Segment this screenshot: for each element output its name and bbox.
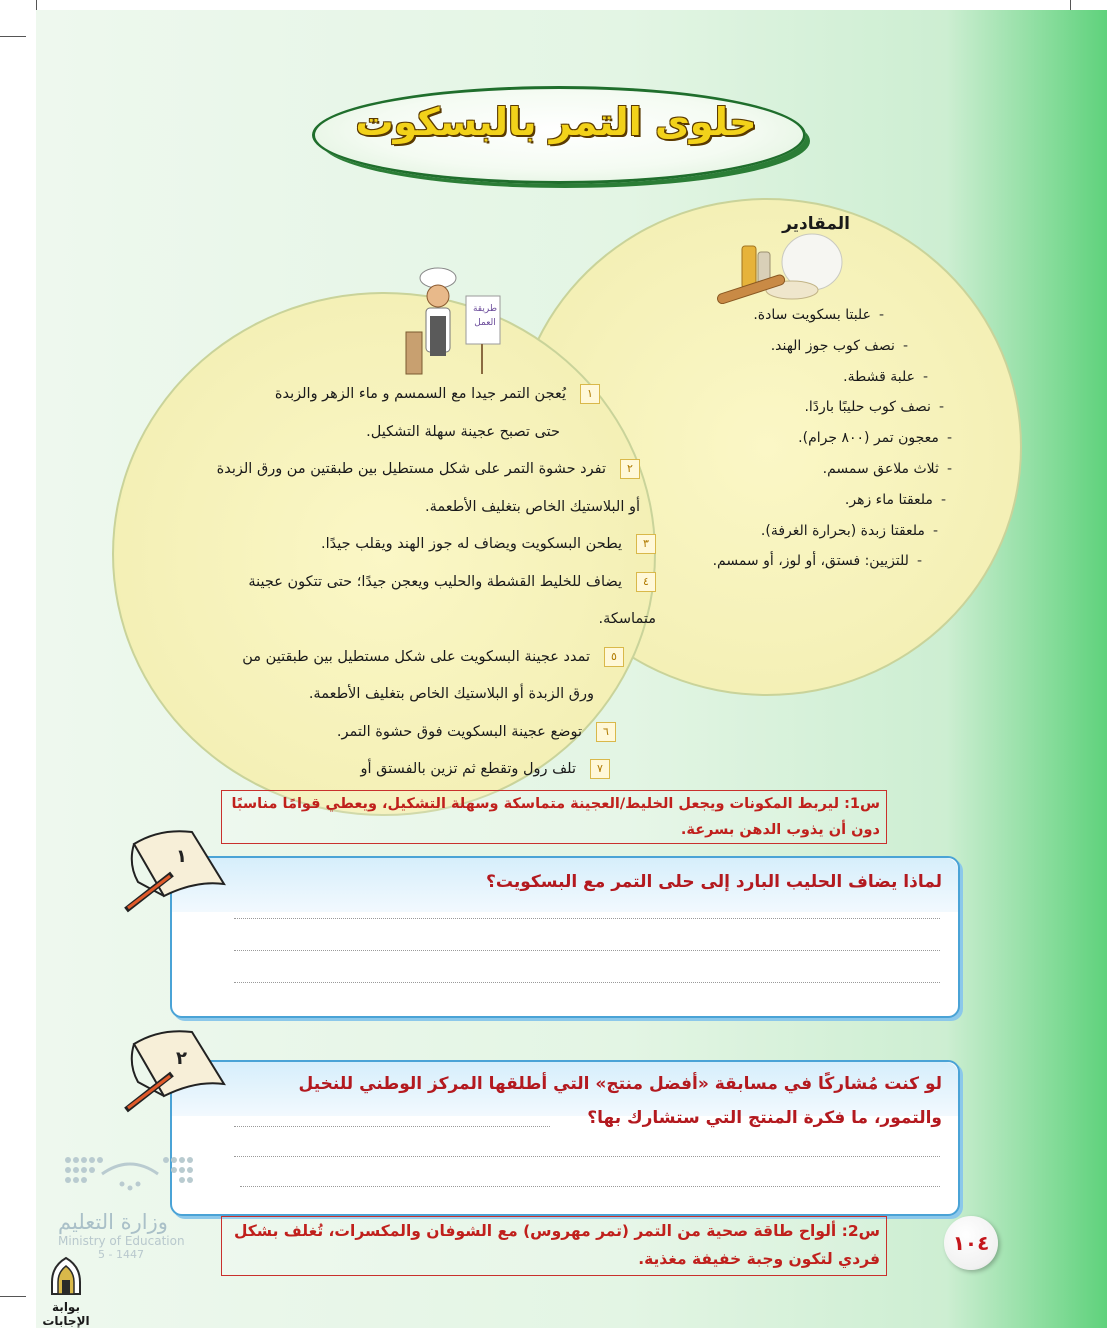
step-number: ٥ xyxy=(604,647,624,667)
ingredient-item: -علبة قشطة. xyxy=(843,368,928,385)
method-step: ٥تمدد عجينة البسكويت على شكل مستطيل بين طبقتين من ورق الزبدة أو البلاستيك الخاص بتغليف الأطعمة. xyxy=(140,639,624,714)
portal-emblem-icon xyxy=(46,1256,86,1296)
method-step: ٤يضاف للخليط القشطة والحليب ويعجن جيدًا؛ حتى تتكون عجينة متماسكة. xyxy=(248,573,656,627)
answers-portal-logo xyxy=(30,1256,102,1328)
question-2-line-1: لو كنت مُشاركًا في مسابقة «أفضل منتج» التي أطلقها المركز الوطني للنخيل xyxy=(298,1074,942,1094)
ingredient-item: -ثلاث ملاعق سمسم. xyxy=(822,460,952,477)
answer-box-2: س2: ألواح طاقة صحية من التمر (تمر مهروس) مع الشوفان والمكسرات، تُغلف بشكل فردي لتكون وجبة خفيفة مغذية. xyxy=(221,1216,887,1276)
notepad-pencil-icon xyxy=(120,1024,232,1116)
ministry-year: 5 - 1447 xyxy=(98,1248,144,1261)
ingredients-list xyxy=(640,300,952,577)
method-step: ٦توضع عجينة البسكويت فوق حشوة التمر. xyxy=(140,714,616,752)
step-number: ٤ xyxy=(636,572,656,592)
ingredient-item: -معجون تمر (٨٠٠ جرام). xyxy=(798,430,952,447)
page-title: حلوى التمر بالبسكوت xyxy=(355,100,757,144)
answer-line[interactable] xyxy=(234,918,940,919)
step-number: ٦ xyxy=(596,722,616,742)
answer-line[interactable] xyxy=(234,982,940,983)
step-number: ٣ xyxy=(636,534,656,554)
question-1-text: لماذا يضاف الحليب البارد إلى حلى التمر مع البسكويت؟ xyxy=(485,872,942,892)
method-step: ٣يطحن البسكويت ويضاف له جوز الهند ويقلب جيدًا. xyxy=(140,526,656,564)
answer-box-1: س1: ليربط المكونات ويجعل الخليط/العجينة متماسكة وسهلة التشكيل، ويعطي قوامًا مناسبًا دون أن يذوب الدهن بسرعة. xyxy=(221,790,887,844)
ingredient-item: -علبتا بسكويت سادة. xyxy=(753,307,884,323)
ingredient-item: -نصف كوب جوز الهند. xyxy=(770,337,908,354)
ministry-arabic: وزارة التعليم xyxy=(58,1210,168,1234)
answer-line[interactable] xyxy=(234,950,940,951)
question-2-number: ٢ xyxy=(176,1048,187,1069)
method-step: ٢تفرد حشوة التمر على شكل مستطيل بين طبقتين من ورق الزبدة أو البلاستيك الخاص بتغليف الأطعمة. xyxy=(216,461,640,515)
kitchen-utensils-icon xyxy=(712,222,844,304)
page-number: ١٠٤ xyxy=(944,1216,998,1270)
answer-line[interactable] xyxy=(234,1126,550,1127)
step-number: ٢ xyxy=(620,459,640,479)
method-step: ١يُعجن التمر جيدا مع السمسم و ماء الزهر والزبدة حتى تصبح عجينة سهلة التشكيل. xyxy=(196,376,600,451)
method-sign-label: طريقة العمل xyxy=(472,304,497,328)
ingredient-item: -نصف كوب حليبًا باردًا. xyxy=(804,399,944,416)
ingredient-item: -للتزيين: فستق، أو لوز، أو سمسم. xyxy=(712,553,922,570)
method-step: ٧تلف رول وتقطع ثم تزين بالفستق أو xyxy=(140,751,610,789)
answer-line[interactable] xyxy=(234,1156,940,1157)
answer-line[interactable] xyxy=(240,1186,940,1187)
notepad-pencil-icon xyxy=(120,824,232,916)
method-steps xyxy=(140,376,656,789)
ministry-wordmark xyxy=(58,1150,208,1261)
crop-mark xyxy=(0,1296,26,1297)
portal-label: بوابة الإجابات xyxy=(42,1300,90,1328)
question-1-number: ١ xyxy=(176,846,187,867)
ministry-english: Ministry of Education xyxy=(58,1234,185,1248)
ingredient-item: -ملعقتا زبدة (بحرارة الغرفة). xyxy=(760,522,938,539)
step-number: ١ xyxy=(580,384,600,404)
question-2-line-2: والتمور، ما فكرة المنتج التي ستشارك بها؟ xyxy=(587,1108,942,1128)
step-number: ٧ xyxy=(590,759,610,779)
ingredient-item: -ملعقتا ماء زهر. xyxy=(844,491,946,508)
ingredients-heading: المقادير xyxy=(782,214,850,234)
crop-mark xyxy=(0,36,26,37)
